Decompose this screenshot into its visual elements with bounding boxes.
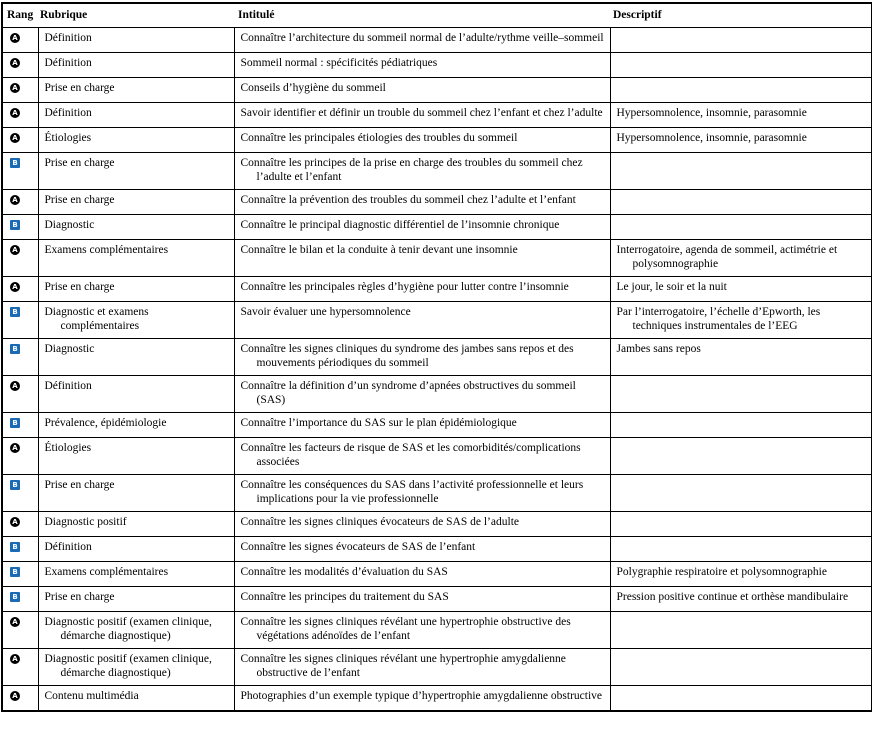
intitule-text: Savoir identifier et définir un trouble du sommeil chez l’enfant et chez l’adulte [240, 107, 603, 119]
intitule-cell [234, 376, 610, 413]
rang-cell [2, 53, 38, 78]
intitule-text: Connaître la définition d’un syndrome d’apnées obstructives du sommeil (SAS) [240, 380, 576, 406]
table-row [2, 537, 872, 562]
rang-cell [2, 240, 38, 277]
rang-cell [2, 649, 38, 686]
rubrique-text: Étiologies [44, 132, 92, 144]
intitule-text: Connaître les principes du traitement du SAS [240, 591, 449, 603]
rank-b-icon: B [10, 344, 20, 354]
intitule-text: Connaître les signes évocateurs de SAS de l’enfant [240, 541, 476, 553]
table-row [2, 103, 872, 128]
intitule-text: Connaître les principales étiologies des troubles du sommeil [240, 132, 518, 144]
rang-cell [2, 438, 38, 475]
rank-a-icon: A [10, 381, 20, 391]
table-row [2, 612, 872, 649]
header-row [2, 3, 872, 28]
rank-a-icon: A [10, 58, 20, 68]
descriptif-cell [610, 649, 872, 686]
rubrique-text: Diagnostic positif (examen clinique, démarche diagnostique) [44, 653, 212, 679]
rubrique-cell [38, 53, 234, 78]
rubrique-text: Étiologies [44, 442, 92, 454]
header-rubrique: Rubrique [38, 3, 234, 28]
rubrique-text: Définition [44, 57, 92, 69]
intitule-cell [234, 128, 610, 153]
descriptif-cell [610, 128, 872, 153]
rubrique-text: Diagnostic positif [44, 516, 127, 528]
rubrique-cell [38, 587, 234, 612]
intitule-cell [234, 28, 610, 53]
rank-a-icon: A [10, 654, 20, 664]
rang-cell [2, 587, 38, 612]
intitule-cell [234, 537, 610, 562]
intitule-text: Connaître les signes cliniques révélant une hypertrophie obstructive des végétations adénoïdes de l’enfant [240, 616, 571, 642]
table-row [2, 649, 872, 686]
intitule-text: Savoir évaluer une hypersomnolence [240, 306, 411, 318]
rubrique-cell [38, 277, 234, 302]
table-row [2, 438, 872, 475]
rank-a-icon: A [10, 517, 20, 527]
intitule-cell [234, 438, 610, 475]
intitule-text: Sommeil normal : spécificités pédiatriques [240, 57, 438, 69]
descriptif-cell [610, 28, 872, 53]
intitule-text: Connaître les signes cliniques révélant une hypertrophie amygdalienne obstructive de l’enfant [240, 653, 566, 679]
rang-cell [2, 413, 38, 438]
rubrique-cell [38, 128, 234, 153]
descriptif-text: Pression positive continue et orthèse mandibulaire [616, 591, 849, 603]
descriptif-cell [610, 277, 872, 302]
intitule-cell [234, 339, 610, 376]
rang-cell [2, 339, 38, 376]
rubrique-text: Définition [44, 380, 92, 392]
intitule-cell [234, 190, 610, 215]
table-row [2, 376, 872, 413]
rang-cell [2, 28, 38, 53]
objectives-table [1, 2, 872, 712]
table-row [2, 153, 872, 190]
rubrique-text: Examens complémentaires [44, 244, 169, 256]
rubrique-text: Prise en charge [44, 281, 115, 293]
table-row [2, 413, 872, 438]
descriptif-text: Hypersomnolence, insomnie, parasomnie [616, 132, 807, 144]
rubrique-cell [38, 562, 234, 587]
descriptif-cell [610, 215, 872, 240]
intitule-cell [234, 215, 610, 240]
descriptif-text: Polygraphie respiratoire et polysomnographie [616, 566, 827, 578]
intitule-cell [234, 302, 610, 339]
descriptif-cell [610, 562, 872, 587]
intitule-cell [234, 103, 610, 128]
descriptif-cell [610, 376, 872, 413]
intitule-text: Connaître le principal diagnostic différentiel de l’insomnie chronique [240, 219, 560, 231]
rang-cell [2, 128, 38, 153]
rubrique-cell [38, 215, 234, 240]
descriptif-cell [610, 240, 872, 277]
rang-cell [2, 153, 38, 190]
rubrique-text: Prise en charge [44, 591, 115, 603]
rank-a-icon: A [10, 282, 20, 292]
intitule-cell [234, 53, 610, 78]
rubrique-cell [38, 512, 234, 537]
rubrique-cell [38, 28, 234, 53]
rang-cell [2, 277, 38, 302]
descriptif-text: Par l’interrogatoire, l’échelle d’Epworth, les techniques instrumentales de l’EEG [616, 306, 821, 332]
intitule-text: Connaître les principales règles d’hygiène pour lutter contre l’insomnie [240, 281, 569, 293]
table-row [2, 215, 872, 240]
intitule-cell [234, 612, 610, 649]
intitule-text: Connaître les modalités d’évaluation du SAS [240, 566, 448, 578]
rank-b-icon: B [10, 567, 20, 577]
intitule-cell [234, 475, 610, 512]
rubrique-cell [38, 612, 234, 649]
rang-cell [2, 562, 38, 587]
intitule-cell [234, 277, 610, 302]
descriptif-cell [610, 438, 872, 475]
intitule-text: Connaître le bilan et la conduite à tenir devant une insomnie [240, 244, 518, 256]
rubrique-text: Définition [44, 541, 92, 553]
rubrique-cell [38, 686, 234, 712]
rank-a-icon: A [10, 83, 20, 93]
table-row [2, 277, 872, 302]
rubrique-text: Diagnostic [44, 343, 95, 355]
rubrique-cell [38, 475, 234, 512]
rank-a-icon: A [10, 245, 20, 255]
descriptif-text: Jambes sans repos [616, 343, 701, 355]
table-row [2, 240, 872, 277]
rubrique-cell [38, 438, 234, 475]
table-row [2, 190, 872, 215]
descriptif-cell [610, 78, 872, 103]
rubrique-cell [38, 153, 234, 190]
rubrique-cell [38, 376, 234, 413]
intitule-cell [234, 240, 610, 277]
table-row [2, 475, 872, 512]
intitule-cell [234, 649, 610, 686]
rang-cell [2, 103, 38, 128]
table-body [2, 28, 872, 712]
rubrique-cell [38, 190, 234, 215]
intitule-cell [234, 562, 610, 587]
rubrique-cell [38, 649, 234, 686]
rank-a-icon: A [10, 108, 20, 118]
intitule-cell [234, 413, 610, 438]
descriptif-cell [610, 686, 872, 712]
rank-b-icon: B [10, 542, 20, 552]
table-row [2, 587, 872, 612]
rang-cell [2, 302, 38, 339]
table-row [2, 28, 872, 53]
rang-cell [2, 376, 38, 413]
rank-a-icon: A [10, 691, 20, 701]
rubrique-cell [38, 339, 234, 376]
rank-a-icon: A [10, 617, 20, 627]
rubrique-cell [38, 103, 234, 128]
rubrique-text: Diagnostic [44, 219, 95, 231]
rubrique-text: Diagnostic et examens complémentaires [44, 306, 149, 332]
rank-b-icon: B [10, 418, 20, 428]
intitule-cell [234, 686, 610, 712]
header-descriptif: Descriptif [610, 3, 872, 28]
table-row [2, 128, 872, 153]
rang-cell [2, 537, 38, 562]
rubrique-cell [38, 537, 234, 562]
descriptif-cell [610, 587, 872, 612]
intitule-text: Connaître l’architecture du sommeil normal de l’adulte/rythme veille–sommeil [240, 32, 604, 44]
descriptif-cell [610, 537, 872, 562]
intitule-text: Connaître les principes de la prise en charge des troubles du sommeil chez l’adulte et l’enfant [240, 157, 583, 183]
rubrique-text: Définition [44, 32, 92, 44]
rubrique-text: Prise en charge [44, 194, 115, 206]
rang-cell [2, 215, 38, 240]
intitule-text: Connaître les conséquences du SAS dans l’activité professionnelle et leurs implications pour la vie professionnelle [240, 479, 584, 505]
header-rang: Rang [2, 3, 38, 28]
rubrique-text: Prise en charge [44, 157, 115, 169]
table-row [2, 78, 872, 103]
intitule-cell [234, 153, 610, 190]
rang-cell [2, 512, 38, 537]
descriptif-cell [610, 339, 872, 376]
rang-cell [2, 686, 38, 712]
rang-cell [2, 190, 38, 215]
table-row [2, 339, 872, 376]
rubrique-cell [38, 78, 234, 103]
rang-cell [2, 78, 38, 103]
rank-a-icon: A [10, 443, 20, 453]
rubrique-text: Diagnostic positif (examen clinique, démarche diagnostique) [44, 616, 212, 642]
intitule-text: Connaître l’importance du SAS sur le plan épidémiologique [240, 417, 517, 429]
descriptif-cell [610, 475, 872, 512]
intitule-cell [234, 587, 610, 612]
descriptif-text: Le jour, le soir et la nuit [616, 281, 727, 293]
descriptif-cell [610, 53, 872, 78]
rank-a-icon: A [10, 133, 20, 143]
descriptif-cell [610, 153, 872, 190]
intitule-text: Connaître la prévention des troubles du sommeil chez l’adulte et l’enfant [240, 194, 576, 206]
table-row [2, 53, 872, 78]
intitule-cell [234, 512, 610, 537]
descriptif-text: Hypersomnolence, insomnie, parasomnie [616, 107, 807, 119]
rubrique-cell [38, 302, 234, 339]
header-intitule: Intitulé [234, 3, 610, 28]
descriptif-cell [610, 413, 872, 438]
intitule-text: Conseils d’hygiène du sommeil [240, 82, 386, 94]
descriptif-cell [610, 512, 872, 537]
rank-a-icon: A [10, 195, 20, 205]
rubrique-cell [38, 413, 234, 438]
descriptif-cell [610, 302, 872, 339]
rubrique-cell [38, 240, 234, 277]
intitule-text: Photographies d’un exemple typique d’hypertrophie amygdalienne obstructive [240, 690, 603, 702]
rank-a-icon: A [10, 33, 20, 43]
rubrique-text: Contenu multimédia [44, 690, 139, 702]
rank-b-icon: B [10, 220, 20, 230]
descriptif-cell [610, 103, 872, 128]
intitule-text: Connaître les signes cliniques évocateurs de SAS de l’adulte [240, 516, 519, 528]
rang-cell [2, 612, 38, 649]
rank-b-icon: B [10, 307, 20, 317]
intitule-text: Connaître les facteurs de risque de SAS et les comorbidités/complications associées [240, 442, 581, 468]
rank-b-icon: B [10, 480, 20, 490]
table-row [2, 302, 872, 339]
descriptif-cell [610, 612, 872, 649]
rubrique-text: Prévalence, épidémiologie [44, 417, 167, 429]
intitule-text: Connaître les signes cliniques du syndrome des jambes sans repos et des mouvements périodiques du sommeil [240, 343, 574, 369]
table-row [2, 562, 872, 587]
descriptif-text: Interrogatoire, agenda de sommeil, actimétrie et polysomnographie [616, 244, 838, 270]
table-row [2, 686, 872, 712]
rubrique-text: Définition [44, 107, 92, 119]
rubrique-text: Examens complémentaires [44, 566, 169, 578]
table-row [2, 512, 872, 537]
descriptif-cell [610, 190, 872, 215]
rank-b-icon: B [10, 158, 20, 168]
rank-b-icon: B [10, 592, 20, 602]
rubrique-text: Prise en charge [44, 479, 115, 491]
rubrique-text: Prise en charge [44, 82, 115, 94]
intitule-cell [234, 78, 610, 103]
rang-cell [2, 475, 38, 512]
